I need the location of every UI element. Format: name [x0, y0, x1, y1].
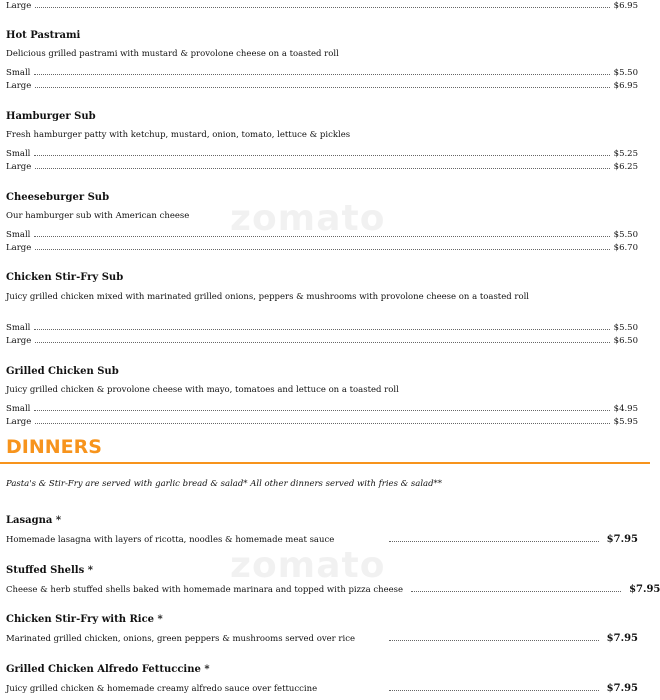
price: $6.95 [613, 1, 638, 11]
item-description: Juicy grilled chicken mixed with marinated grilled onions, peppers & mushrooms with provolone cheese on a toasted roll [6, 292, 530, 302]
dinner-title: Lasagna * [6, 515, 62, 526]
size-label: Small [6, 323, 31, 333]
item-description: Delicious grilled pastrami with mustard & provolone cheese on a toasted roll [6, 49, 339, 59]
dinner-row [6, 682, 638, 694]
item-description: Fresh hamburger patty with ketchup, mustard, onion, tomato, lettuce & pickles [6, 130, 351, 140]
size-label: Large [6, 162, 32, 172]
price-row [6, 241, 638, 253]
price-row [6, 415, 638, 427]
dinner-description: Marinated grilled chicken, onions, green peppers & mushrooms served over rice [6, 634, 355, 644]
dinner-price: $7.95 [606, 683, 638, 694]
dinner-title: Chicken Stir-Fry with Rice * [6, 614, 163, 625]
item-title: Hot Pastrami [6, 30, 81, 41]
dot-leader [411, 590, 621, 592]
price-row [6, 321, 638, 333]
price: $5.95 [613, 417, 638, 427]
price-row [6, 334, 638, 346]
dot-leader [34, 154, 609, 156]
price-row [6, 66, 638, 78]
price-row [6, 160, 638, 172]
section-heading-dinners: DINNERS [6, 436, 102, 458]
dinner-title: Grilled Chicken Alfredo Fettuccine * [6, 664, 210, 675]
dot-leader [35, 341, 609, 343]
item-description: Juicy grilled chicken & provolone cheese with mayo, tomatoes and lettuce on a toasted roll [6, 385, 399, 395]
price: $6.25 [613, 162, 638, 172]
price: $4.95 [613, 404, 638, 414]
dinner-price: $7.95 [606, 534, 638, 545]
dinner-title: Stuffed Shells * [6, 565, 93, 576]
dot-leader [389, 639, 599, 641]
size-label: Small [6, 230, 31, 240]
dinner-price: $7.95 [629, 584, 660, 595]
dinner-description: Homemade lasagna with layers of ricotta, noodles & homemade meat sauce [6, 535, 335, 545]
dot-leader [34, 409, 609, 411]
size-label: Large [6, 1, 32, 11]
section-divider [0, 462, 650, 464]
item-title: Hamburger Sub [6, 111, 96, 122]
item-title: Chicken Stir-Fry Sub [6, 272, 124, 283]
dot-leader [35, 167, 609, 169]
dot-leader [35, 422, 609, 424]
price-row [6, 402, 638, 414]
size-label: Large [6, 336, 32, 346]
watermark: zomato [230, 198, 386, 239]
dot-leader [35, 248, 609, 250]
size-label: Large [6, 243, 32, 253]
price-row [6, 79, 638, 91]
dot-leader [34, 328, 609, 330]
item-title: Grilled Chicken Sub [6, 366, 119, 377]
dinner-price: $7.95 [606, 633, 638, 644]
price: $5.50 [613, 323, 638, 333]
dinner-row [6, 533, 638, 545]
size-label: Large [6, 417, 32, 427]
dot-leader [35, 86, 609, 88]
price: $6.70 [613, 243, 638, 253]
dinner-description: Juicy grilled chicken & homemade creamy alfredo sauce over fettuccine [6, 684, 318, 694]
dinner-row [6, 632, 638, 644]
item-title: Cheeseburger Sub [6, 192, 110, 203]
price-row [6, 228, 638, 240]
price-row [6, 147, 638, 159]
size-label: Small [6, 68, 31, 78]
price-row [6, 0, 638, 11]
price: $6.50 [613, 336, 638, 346]
dot-leader [389, 540, 599, 542]
dinner-description: Cheese & herb stuffed shells baked with homemade marinara and topped with pizza cheese [6, 585, 404, 595]
size-label: Small [6, 404, 31, 414]
watermark: zomato [230, 545, 386, 586]
dot-leader [35, 6, 609, 8]
size-label: Small [6, 149, 31, 159]
price: $5.50 [613, 230, 638, 240]
price: $5.25 [613, 149, 638, 159]
price: $6.95 [613, 81, 638, 91]
item-description: Our hamburger sub with American cheese [6, 211, 190, 221]
dot-leader [34, 73, 609, 75]
dot-leader [34, 235, 609, 237]
price: $5.50 [613, 68, 638, 78]
dinner-row [6, 583, 660, 595]
section-note: Pasta's & Stir-Fry are served with garlic bread & salad* All other dinners served with fries & salad** [6, 479, 443, 489]
size-label: Large [6, 81, 32, 91]
dot-leader [389, 689, 599, 691]
